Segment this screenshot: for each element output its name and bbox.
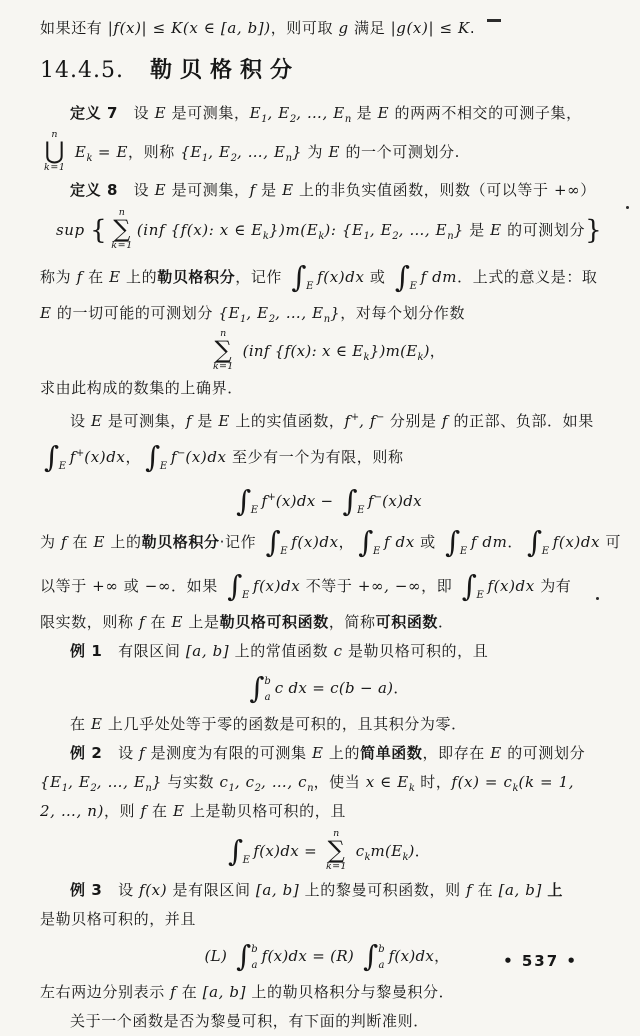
integral-sign: ∫ E bbox=[236, 483, 259, 518]
example-2-text: 例 2 设 f 是测度为有限的可测集 E 上的简单函数，即存在 E 的可测划分 bbox=[70, 744, 586, 762]
definition-8-text: 定义 8 设 E 是可测集，f 是 E 上的非负实值函数，则数（可以等于 +∞） bbox=[70, 181, 596, 199]
supremum-text: 求由此构成的数集的上确界． bbox=[40, 379, 243, 397]
integral-sign: ∫ E bbox=[44, 439, 67, 474]
integral-sign: ∫ E bbox=[342, 483, 365, 518]
sum-operator-icon: n ∑ k=1 bbox=[111, 207, 133, 251]
lebesgue-notation-text: 称为 f 在 E 上的勒贝格积分，记作 ∫ E f(x)dx 或 ∫ E f dm．上式的意义是：取 bbox=[40, 259, 598, 294]
integral-sign: ∫ E bbox=[291, 259, 315, 294]
sum-operator-icon: n ∑ k=1 bbox=[326, 828, 347, 872]
sum-operator-icon: n ∑ k=1 bbox=[212, 328, 234, 372]
definition-7-text: 定义 7 设 E 是可测集，$E_1$, $E_2$, …, $E_n$ 是 E 的两两不相交的可测子集， bbox=[70, 104, 582, 125]
integrable-function-text: 限实数，则称 f 在 E 上是勒贝格可积函数，简称可积函数． bbox=[40, 613, 454, 631]
scan-artifact-dot bbox=[626, 206, 629, 209]
sum-display-formula: n ∑ k=1 (inf {f(x): x ∈ $E_k\})m(E_k)$， bbox=[212, 328, 446, 372]
integral-sign: ∫ E bbox=[145, 439, 168, 474]
integral-sign: ∫ E bbox=[461, 568, 485, 603]
integral-sign: ∫ E bbox=[358, 524, 381, 559]
page-number: • 537 • bbox=[503, 952, 578, 970]
integral-sign: ∫ E bbox=[265, 524, 289, 559]
example-3-cont-text: 是勒贝格可积的，并且 bbox=[40, 910, 197, 928]
integral-sign: ∫ E bbox=[228, 833, 251, 868]
scan-artifact-dash bbox=[487, 19, 501, 22]
integral-sign: ∫ E bbox=[445, 524, 468, 559]
sup-integral-formula: sup { n ∑ k=1 (inf {f(x): x ∈ $E_k\})m(E_k)$: {$E_1$, $E_2$, …, $E_n$} 是 E 的可测划分} bbox=[56, 207, 603, 251]
all-partitions-text: E 的一切可能的可测划分 {$E_1$, $E_2$, …, $E_n$}，对每个划分作数 bbox=[40, 304, 466, 325]
integral-sign: ∫ b a bbox=[236, 938, 258, 973]
simple-function-integral-formula: ∫ E f(x)dx = n ∑ k=1 $c_km(E_k)$． bbox=[228, 828, 430, 872]
simple-function-values-text: {$E_1$, $E_2$, …, $E_n$} 与实数 $c_1$, $c_2$, …, $c_n$，使当 x ∈ $E_k$ 时，$f(x) = c_k(k = 1$, bbox=[40, 773, 575, 794]
section-heading bbox=[40, 49, 614, 93]
integral-sign: ∫ E bbox=[527, 524, 550, 559]
union-operator-icon: n ⋃ k=1 bbox=[44, 129, 66, 173]
zero-ae-text: 在 E 上几乎处处等于零的函数是可积的，且其积分为零． bbox=[70, 715, 467, 733]
simple-function-cont-text: 2, …, n)，则 f 在 E 上是勒贝格可积的，且 bbox=[40, 802, 346, 820]
lebesgue-riemann-formula: (L) ∫ b a f(x)dx = (R) ∫ b a f(x)dx， bbox=[204, 938, 450, 973]
example-3-text: 例 3 设 f(x) 是有限区间 [a, b] 上的黎曼可积函数，则 f 在 [a, b] 上 bbox=[70, 881, 563, 899]
integral-sign: ∫ E bbox=[227, 568, 250, 603]
constant-integral-formula: ∫ b a c dx = c(b − a)． bbox=[249, 670, 409, 705]
union-partition-formula: n ⋃ k=1 $E_k = E$，则称 {$E_1$, $E_2$, …, $E_n$} 为 E 的一个可测划分. bbox=[44, 129, 461, 173]
riemann-criterion-text: 关于一个函数是否为黎曼可积，有下面的判断准则． bbox=[70, 1012, 429, 1030]
integral-notation-text: 为 f 在 E 上的勒贝格积分·记作 ∫ E f(x)dx， ∫ E f dx 或 ∫ E f dm． ∫ E f(x)dx 可 bbox=[40, 524, 622, 559]
section-title: 勒贝格积分 bbox=[149, 58, 300, 83]
positive-negative-parts-text: 设 E 是可测集，f 是 E 上的实值函数，f+, f− 分别是 f 的正部、负部．如果 bbox=[70, 412, 594, 430]
integral-sign: ∫ E bbox=[394, 259, 418, 294]
integral-sign: ∫ b a bbox=[249, 670, 272, 705]
difference-display-formula: ∫ E f+(x)dx − ∫ E f−(x)dx bbox=[236, 483, 422, 518]
lr-integrals-text: 左右两边分别表示 f 在 [a, b] 上的勒贝格积分与黎曼积分． bbox=[40, 983, 455, 1001]
integral-sign: ∫ b a bbox=[363, 938, 385, 973]
section-number: 14.4.5. bbox=[40, 58, 124, 83]
infinity-cases-text: 以等于 +∞ 或 −∞．如果 ∫ E f(x)dx 不等于 +∞, −∞，即 ∫ E f(x)dx 为有 bbox=[40, 568, 572, 603]
scan-artifact-dot bbox=[596, 597, 599, 600]
intro-line: 如果还有 |f(x)| ≤ K(x ∈ [a, b])，则可取 g 满足 |g(x)| ≤ K. bbox=[40, 19, 476, 37]
finiteness-condition-text: ∫ E f+(x)dx， ∫ E f−(x)dx 至少有一个为有限，则称 bbox=[44, 439, 404, 474]
example-1-text: 例 1 有限区间 [a, b] 上的常值函数 c 是勒贝格可积的，且 bbox=[70, 642, 489, 660]
